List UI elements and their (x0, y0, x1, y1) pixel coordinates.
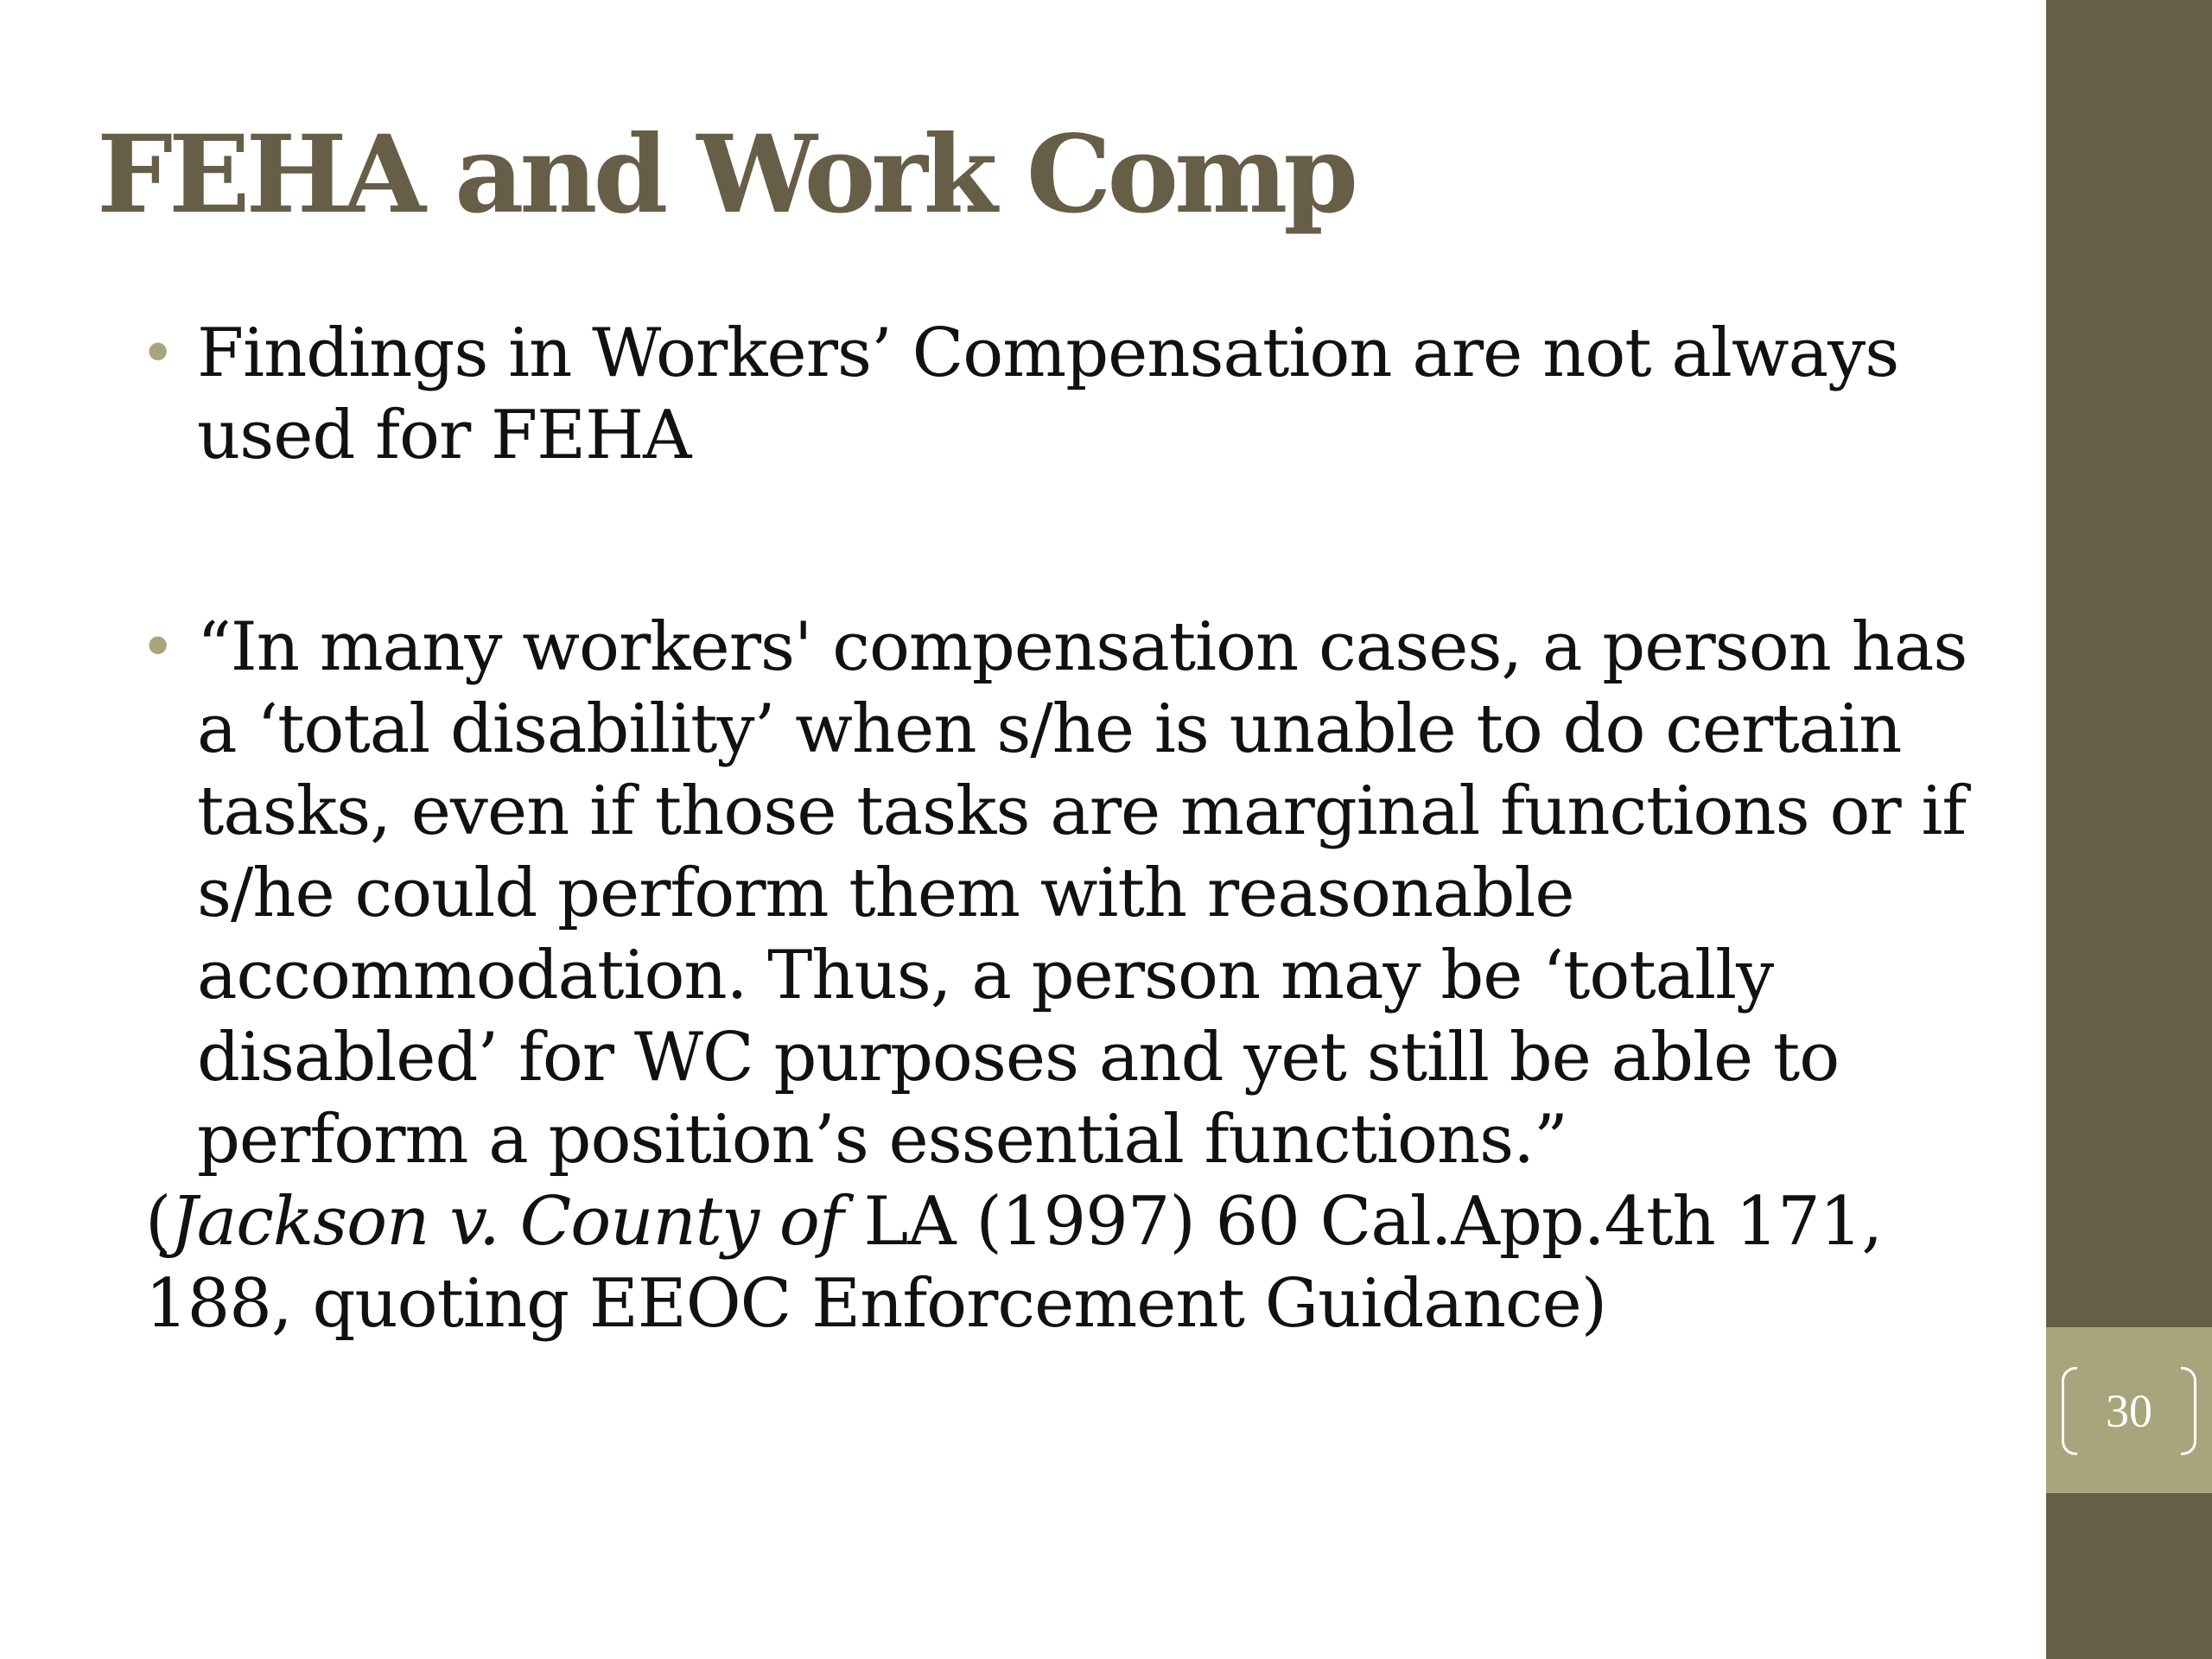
citation-open-paren: ( (145, 1183, 171, 1261)
citation (145, 1181, 1994, 1345)
quote-text: “In many workers' compensation cases, a person has a ‘total disability’ when s/he is unable to do certain tasks, even if those tasks are marginal functions or if s/he could perform them with reasonable accommodation. Thus, a person may be ‘totally disabled’ for WC purposes and yet still be able to perform a position’s essential functions.” (197, 608, 1967, 1179)
page-number: 30 (2106, 1385, 2152, 1437)
citation-rest: LA (1997) 60 Cal.App.4th 171, 188, quoting EEOC Enforcement Guidance) (145, 1183, 1883, 1343)
citation-case-name: Jackson v. County of (170, 1183, 843, 1261)
bullet-item-findings (140, 313, 1994, 477)
bullet-dot-icon: • (140, 318, 175, 389)
right-bracket-icon (2181, 1367, 2196, 1455)
bullet-text: Findings in Workers’ Compensation are not always used for FEHA (197, 315, 1899, 474)
slide-title: FEHA and Work Comp (97, 112, 1355, 238)
left-bracket-icon (2062, 1367, 2077, 1455)
bullet-item-quote (140, 607, 1994, 1181)
slide-body (140, 313, 1994, 1345)
bullet-dot-icon: • (140, 612, 175, 683)
